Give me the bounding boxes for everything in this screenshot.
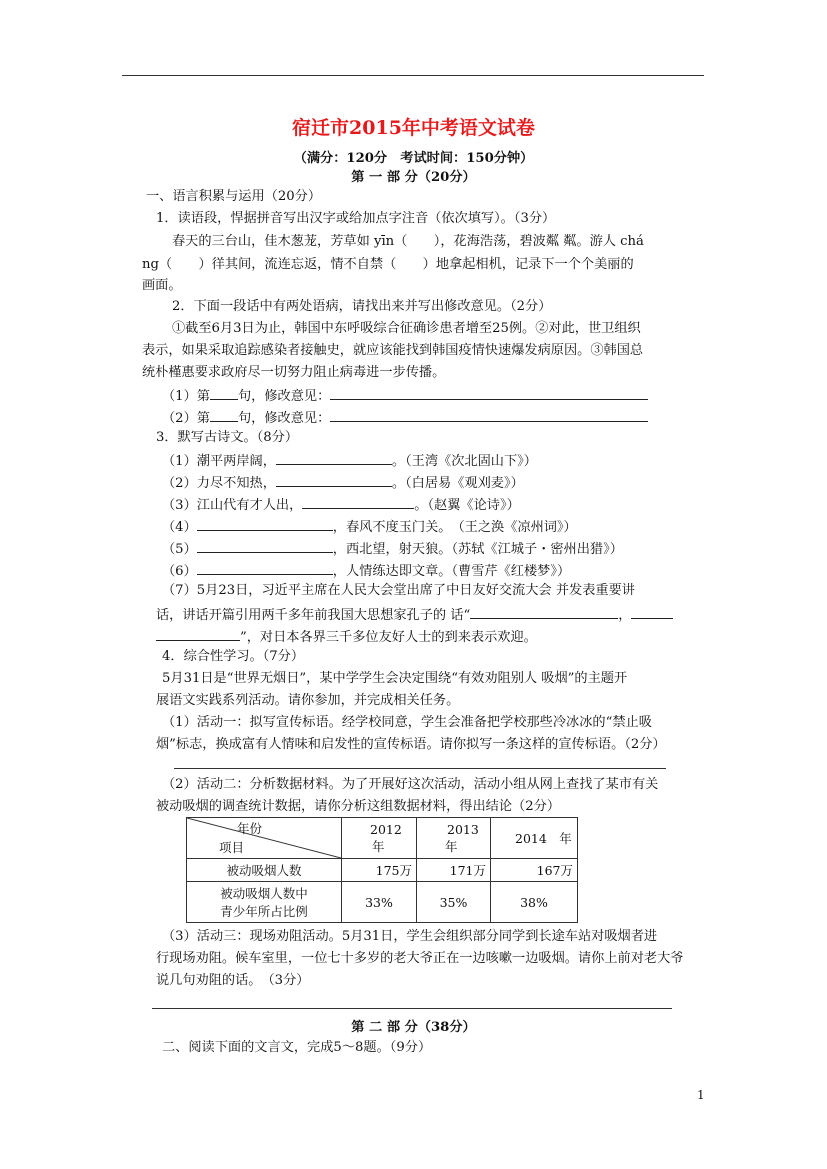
q3-item5-blank[interactable] [197, 538, 333, 553]
q2-answer1-prefix: （1）第 [162, 389, 210, 404]
section2-heading: 二、阅读下面的文言文，完成5～8题。（9分） [162, 1040, 432, 1055]
part2-heading: 第 二 部 分（38分） [351, 1020, 476, 1035]
q3-item4-blank[interactable] [197, 516, 333, 531]
q1-stem: 1．读语段，悍据拼音写出汉字或给加点字注音（依次填写）。（3分） [156, 211, 556, 226]
year-cell-2012 [342, 818, 417, 859]
diagonal-line [187, 818, 341, 858]
q3-item2-source: 。（白居易《观刈麦》） [391, 476, 524, 491]
q3-item3 [162, 494, 520, 515]
q2-answer-2 [162, 407, 648, 428]
q4-activity3-line3: 说几句劝阻的话。 （3分） [156, 973, 310, 988]
q3-item6-blank[interactable] [197, 560, 333, 575]
row2-label-line1: 被动吸烟人数中 [220, 886, 308, 901]
q2-text-line3: 统朴槿惠要求政府尽一切努力阻止病毒进一步传播。 [142, 365, 446, 380]
q3-item1-source: 。（王湾《次北固山下》） [391, 454, 537, 469]
q4-activity1-line2: 烟”标志，换成富有人情味和启发性的宣传标语。请你拟写一条这样的宣传标语。（2分） [156, 737, 666, 752]
q3-item1-blank[interactable] [276, 450, 392, 465]
q3-item5-source: ，西北望，射天狼。（苏轼《江城子・密州出猎》） [332, 542, 623, 557]
q3-item7-blank-1[interactable] [470, 604, 618, 619]
q3-item7-line2 [156, 604, 673, 625]
q3-item1 [162, 450, 537, 471]
q4-intro-line2: 展语文实践系列活动。请你参加，并完成相关任务。 [156, 693, 460, 708]
q3-item7-line1: （7）5月23日，习近平主席在人民大会堂出席了中日友好交流大会 并发表重要讲 [162, 583, 635, 598]
year-2012-top: 2012 [370, 821, 402, 837]
q2-answer-1 [162, 385, 648, 406]
q3-item5-prompt: （5） [162, 542, 197, 557]
table-header-row [187, 818, 578, 859]
q3-item6-source: ，人情练达即文章。（曹雪芹《红楼梦》） [332, 564, 571, 579]
year-2014-label: 2014 年 [515, 831, 572, 846]
q4-activity3-answer-line[interactable] [152, 1008, 672, 1009]
q4-stem: 4．综合性学习。（7分） [162, 649, 305, 664]
page-number: 1 [697, 1088, 705, 1102]
q4-activity3-line2: 行现场劝阻。候车室里，一位七十多岁的老大爷正在一边咳嗽一边吸烟。请你上前对老大爷 [156, 951, 684, 966]
q3-item7-blank-3[interactable] [156, 626, 240, 641]
q3-item3-prompt: （3）江山代有才人出， [162, 498, 303, 513]
row2-value-2012: 33% [342, 882, 417, 923]
q2-text-line2: 表示，如果采取追踪感染者接触史，就应该能找到韩国疫情快速爆发病原因。③韩国总 [142, 343, 644, 358]
table-row [187, 882, 578, 923]
row2-label-line2: 青少年所占比例 [220, 904, 308, 919]
q3-item5 [162, 538, 623, 559]
q1-text-line3: 画面。 [142, 278, 182, 293]
q1-text-line1: 春天的三台山，佳木葱茏，芳草如 yīn（ ），花海浩荡，碧波粼 粼。游人 chá [172, 234, 644, 249]
q2-answer1-opinion-blank[interactable] [330, 385, 648, 400]
q4-intro-line1: 5月31日是“世界无烟日”，某中学学生会决定围绕“有效劝阻别人 吸烟”的主题开 [162, 671, 628, 686]
diagonal-header [187, 818, 341, 858]
q1-text-line2: ng（ ）徉其间，流连忘返，情不自禁（ ）地拿起相机，记录下一个个美丽的 [142, 257, 634, 272]
q3-item7-comma: ， [618, 608, 632, 623]
section1-heading: 一、语言积累与运用（20分） [146, 189, 322, 204]
row1-value-2012: 175万 [342, 859, 417, 882]
table-row [187, 859, 578, 882]
q4-activity3-line1: （3）活动三：现场劝阻活动。5月31日，学生会组织部分同学到长途车站对吸烟者进 [162, 929, 658, 944]
table-corner-cell [187, 818, 342, 859]
q3-item4-source: ，春风不度玉门关。 （王之涣《凉州词》） [332, 520, 577, 535]
row2-value-2014: 38% [491, 882, 578, 923]
row1-label: 被动吸烟人数 [187, 859, 342, 882]
q3-item2 [162, 472, 524, 493]
q3-item7-ending: ”，对日本各界三千多位友好人士的到来表示欢迎。 [240, 630, 537, 645]
row1-value-2013: 171万 [417, 859, 491, 882]
exam-title: 宿迁市2015年中考语文试卷 [292, 117, 535, 139]
q3-item7-line3 [156, 626, 537, 647]
row1-value-2014: 167万 [491, 859, 578, 882]
row2-value-2013: 35% [417, 882, 491, 923]
part1-heading: 第 一 部 分（20分） [351, 170, 476, 185]
q2-answer2-suffix: 句，修改意见： [237, 411, 331, 426]
q3-item7-prompt: 话，讲话开篇引用两千多年前我国大思想家孔子的 话“ [156, 608, 471, 623]
q3-item6-prompt: （6） [162, 564, 197, 579]
exam-subtitle: （满分：120分 考试时间：150分钟） [293, 151, 534, 166]
q3-item2-blank[interactable] [276, 472, 392, 487]
q3-item6 [162, 560, 570, 581]
q2-answer1-suffix: 句，修改意见： [237, 389, 331, 404]
year-2013-bottom: 年 [445, 838, 458, 854]
header-item: 项目 [219, 840, 245, 855]
q3-item2-prompt: （2）力尽不知热， [162, 476, 276, 491]
q3-item1-prompt: （1）潮平两岸阔， [162, 454, 276, 469]
q2-answer2-sentence-blank[interactable] [210, 407, 238, 422]
q3-item3-blank[interactable] [302, 494, 414, 509]
q4-activity2-line1: （2）活动二：分析数据材料。为了开展好这次活动，活动小组从网上查找了某市有关 [162, 777, 659, 792]
q3-item4 [162, 516, 577, 537]
q3-item3-source: 。（赵翼《论诗》） [414, 498, 520, 513]
q3-item7-blank-2[interactable] [631, 604, 673, 619]
year-cell-2013 [417, 818, 491, 859]
header-year: 年份 [237, 821, 263, 836]
q3-item4-prompt: （4） [162, 520, 197, 535]
q4-activity1-line1: （1）活动一：拟写宣传标语。经学校同意，学生会准备把学校那些冷冰冰的“禁止吸 [162, 715, 652, 730]
row2-label [187, 882, 342, 923]
q4-activity2-line2: 被动吸烟的调查统计数据，请你分析这组数据材料，得出结论（2分） [156, 799, 561, 814]
q4-activity1-answer-line[interactable] [174, 768, 666, 769]
q2-stem: 2．下面一段话中有两处语病，请找出来并写出修改意见。（2分） [172, 299, 552, 314]
q2-answer2-opinion-blank[interactable] [330, 407, 648, 422]
q3-stem: 3．默写古诗文。（8分） [156, 430, 299, 445]
q2-text-line1: ①截至6月3日为止，韩国中东呼吸综合征确诊患者增至25例。②对此，世卫组织 [172, 321, 641, 336]
year-cell-2014 [491, 818, 578, 859]
year-2012-bottom: 年 [372, 838, 385, 854]
passive-smoking-table [186, 817, 578, 923]
q2-answer1-sentence-blank[interactable] [210, 385, 238, 400]
q2-answer2-prefix: （2）第 [162, 411, 210, 426]
year-2013-top: 2013 [447, 821, 479, 837]
top-rule [122, 75, 704, 76]
